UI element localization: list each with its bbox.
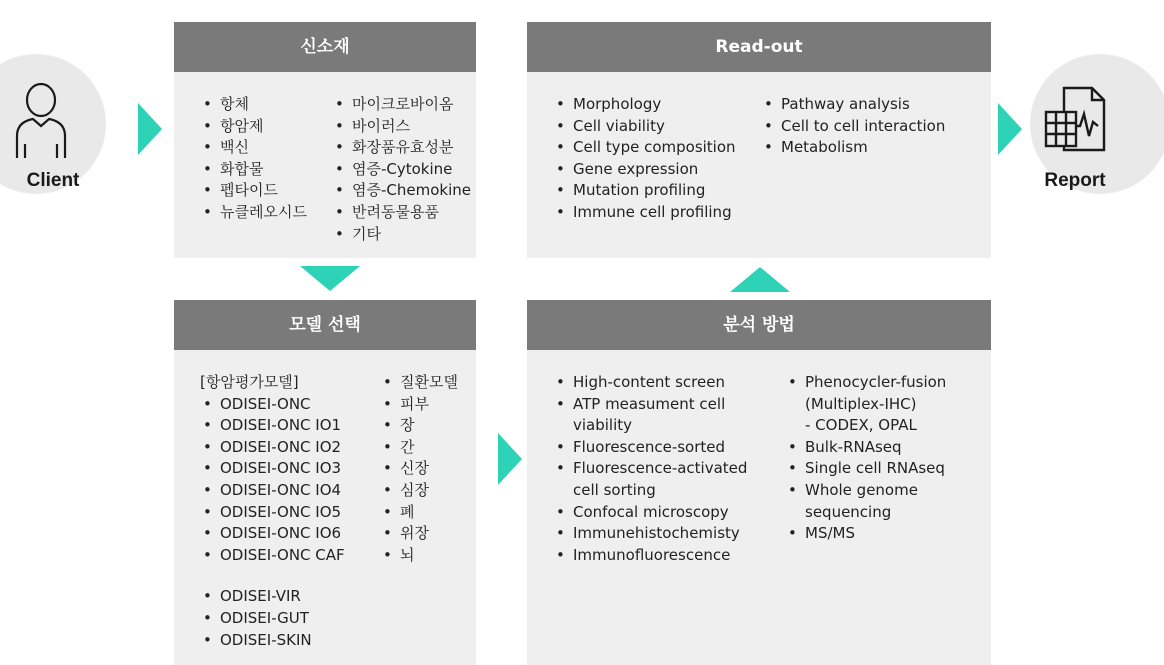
list-item: cell sorting (573, 480, 656, 499)
list-item: • 백신 (200, 137, 307, 159)
list-item: • Immune cell profiling (553, 202, 736, 224)
list-item: • 화합물 (200, 159, 307, 181)
list-item: • ODISEI-ONC IO6 (200, 523, 345, 545)
model-title: 모델 선택 (174, 300, 476, 350)
list-item: • Immunofluorescence (553, 545, 747, 567)
list-item: • 뇌 (380, 545, 458, 567)
list-item: • 마이크로바이옴 (332, 94, 471, 116)
list-item: • 피부 (380, 394, 458, 416)
list-item: • 심장 (380, 480, 458, 502)
readout-list-right (761, 94, 945, 159)
list-item: • ATP measument cell (553, 394, 747, 416)
list-item: • ODISEI-ONC IO3 (200, 458, 345, 480)
list-item: • 반려동물용품 (332, 202, 471, 224)
arrow-right-icon (138, 103, 162, 155)
list-item: • Mutation profiling (553, 180, 736, 202)
list-item: • 화장품유효성분 (332, 137, 471, 159)
materials-panel (174, 22, 476, 258)
arrow-up-icon (730, 267, 790, 292)
list-item: • Morphology (553, 94, 736, 116)
client-node (0, 54, 106, 194)
list-item: • 기타 (332, 224, 471, 246)
list-item: • 폐 (380, 502, 458, 524)
list-item: • ODISEI-GUT (200, 608, 345, 630)
method-title: 분석 방법 (527, 300, 991, 350)
list-item: • 항암제 (200, 116, 307, 138)
arrow-right-icon (498, 433, 522, 485)
list-item: • Cell viability (553, 116, 736, 138)
list-item: • Bulk-RNAseq (785, 437, 946, 459)
list-item: • 질환모델 (380, 372, 458, 394)
list-item: • ODISEI-ONC IO1 (200, 415, 345, 437)
list-item: • ODISEI-ONC IO5 (200, 502, 345, 524)
list-item: • 항체 (200, 94, 307, 116)
model-list-left (200, 372, 345, 651)
list-item: • Cell type composition (553, 137, 736, 159)
group-label: [항암평가모델] (200, 373, 299, 391)
model-list-right (380, 372, 458, 566)
materials-title: 신소재 (174, 22, 476, 72)
list-item: (Multiplex-IHC) (805, 394, 917, 413)
list-item: • 장 (380, 415, 458, 437)
list-item: • Gene expression (553, 159, 736, 181)
list-item: • 바이러스 (332, 116, 471, 138)
list-item: • 뉴클레오시드 (200, 202, 307, 224)
report-label: Report (1044, 170, 1106, 191)
list-item: • ODISEI-ONC IO4 (200, 480, 345, 502)
method-list-right (785, 372, 946, 545)
list-item: • Fluorescence-activated (553, 458, 747, 480)
model-panel (174, 300, 476, 665)
list-item: • Whole genome (785, 480, 946, 502)
list-item: • 신장 (380, 458, 458, 480)
readout-panel (527, 22, 991, 258)
method-panel (527, 300, 991, 665)
list-item: • High-content screen (553, 372, 747, 394)
report-node (1030, 54, 1164, 194)
list-item: • ODISEI-ONC CAF (200, 545, 345, 567)
list-item: • Immunehistochemisty (553, 523, 747, 545)
list-item: • Fluorescence-sorted (553, 437, 747, 459)
list-item: • ODISEI-SKIN (200, 630, 345, 652)
arrow-right-icon (998, 103, 1022, 155)
list-item: • ODISEI-VIR (200, 586, 345, 608)
list-item: • 펩타이드 (200, 180, 307, 202)
list-item: viability (573, 416, 633, 435)
client-label: Client (26, 170, 80, 191)
list-item: • Cell to cell interaction (761, 116, 945, 138)
list-item: • Pathway analysis (761, 94, 945, 116)
list-item: • ODISEI-ONC (200, 394, 345, 416)
list-item: • 간 (380, 437, 458, 459)
list-item: • Phenocycler-fusion (785, 372, 946, 394)
list-item: • MS/MS (785, 523, 946, 545)
list-item: sequencing (805, 502, 892, 521)
list-item: • Confocal microscopy (553, 502, 747, 524)
person-icon (13, 82, 69, 160)
list-item: • Metabolism (761, 137, 945, 159)
list-item: • Single cell RNAseq (785, 458, 946, 480)
list-item: • 염증-Chemokine (332, 180, 471, 202)
materials-list-right (332, 94, 471, 245)
list-item: • 위장 (380, 523, 458, 545)
readout-list-left (553, 94, 736, 224)
list-item: • 염증-Cytokine (332, 159, 471, 181)
materials-list-left (200, 94, 307, 224)
method-list-left (553, 372, 747, 566)
report-icon (1042, 84, 1108, 156)
readout-title: Read-out (527, 22, 991, 72)
list-item: • ODISEI-ONC IO2 (200, 437, 345, 459)
list-item: - CODEX, OPAL (805, 416, 917, 435)
arrow-down-icon (300, 266, 360, 291)
